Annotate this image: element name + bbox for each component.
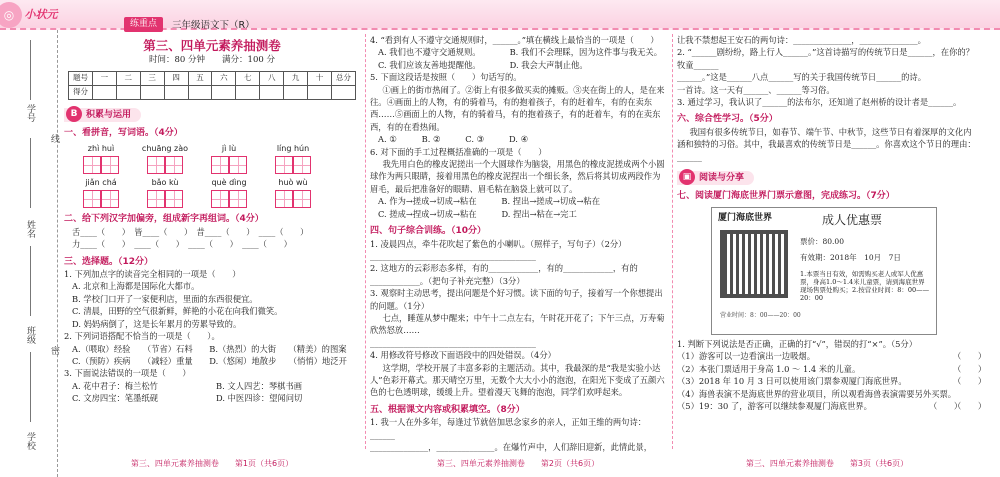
score-cell[interactable] bbox=[331, 85, 355, 99]
option[interactable]: C. 搓成→捏成→切成→粘在 D. 捏出→粘在→完工 bbox=[378, 208, 577, 219]
line-marker: 线 bbox=[49, 134, 59, 143]
score-cell[interactable] bbox=[164, 85, 188, 99]
score-cell[interactable] bbox=[116, 85, 140, 99]
fill-line[interactable]: 2. “______剧纷纷，路上行人______。”这首诗描写的传统节日是______，在你的？牧童______ bbox=[677, 47, 974, 70]
question-4-heading: 四、句子综合训练。（10分） bbox=[370, 226, 487, 237]
option[interactable]: A. 花中君子：梅兰松竹 bbox=[72, 380, 158, 391]
pinyin-item: chuāng zào bbox=[140, 143, 190, 174]
school-label: 学校 bbox=[25, 432, 35, 450]
radical-row[interactable]: 力____（ ） ____（ ） ____（ ） ____（ ） bbox=[72, 239, 292, 250]
score-input-row: 得分 bbox=[69, 85, 356, 99]
option[interactable]: C. 文房四宝：笔墨纸砚 bbox=[72, 393, 158, 404]
page-2 bbox=[370, 34, 666, 453]
judge-item: （2）本张门票适用于身高 1.0 ～ 1.4 米的儿童。 （ ） bbox=[677, 363, 987, 374]
score-table bbox=[68, 71, 356, 100]
option[interactable]: C. 清晨，田野的空气很新鲜，鲜艳的小花在向我们微笑。 bbox=[72, 306, 283, 317]
answer-paren[interactable]: （ ） bbox=[953, 363, 987, 374]
question-text: 3. 下面说法错误的一项是（ ） bbox=[64, 368, 191, 379]
writing-grid[interactable] bbox=[204, 156, 254, 174]
page-divider bbox=[672, 34, 673, 449]
judge-item: （4）海兽表演不是海底世界的营业项目，所以观看海兽表演需要另外买票。 （ ） bbox=[677, 388, 987, 411]
pinyin-item: jì lù bbox=[204, 143, 254, 174]
score-cell[interactable] bbox=[284, 85, 308, 99]
answer-paren[interactable]: （ ） bbox=[929, 400, 963, 411]
score-header-row: 题号 一 二 三 四 五 六 七 八 九 十 总分 bbox=[69, 71, 356, 85]
ticket-image bbox=[711, 207, 937, 335]
pinyin-row-2 bbox=[64, 177, 360, 208]
page-footer: 第三、四单元素养抽测卷 第1页（共6页） bbox=[130, 459, 294, 468]
answer-paren[interactable]: （ ） bbox=[953, 400, 987, 411]
question-text: 5. 下面这段话是按照（ ）句话写的。 bbox=[370, 72, 522, 83]
answer-line[interactable]: ________________________________________ bbox=[370, 337, 536, 348]
score-cell[interactable] bbox=[212, 85, 236, 99]
question-text: 6. 对下面的手工过程概括准确的一项是（ ） bbox=[370, 146, 547, 157]
binding-line bbox=[30, 40, 31, 100]
ticket-title: 成人优惠票 bbox=[822, 212, 883, 227]
pinyin-item: què dìng bbox=[204, 177, 254, 208]
ticket-hours: 营业时间：8：00——20：00 bbox=[720, 311, 801, 319]
score-cell[interactable] bbox=[260, 85, 284, 99]
section-b-icon: B bbox=[66, 106, 82, 122]
question-text: 4. “看到有人不遵守交通规则时，______。”填在横线上最恰当的一项是（ ） bbox=[370, 35, 659, 45]
question-5-heading: 五、根据课文内容或积累填空。（8分） bbox=[370, 404, 525, 415]
binding-line bbox=[30, 246, 31, 316]
question-text[interactable]: ______________，______________。在爆竹声中，人们辞旧迎新，此情此景， bbox=[370, 442, 653, 452]
brand-logo: ◎ 小状元 bbox=[4, 2, 64, 28]
option[interactable]: A. ① B. ② C. ③ D. ④ bbox=[378, 134, 529, 145]
binding-strip bbox=[0, 30, 58, 477]
logo-emblem-icon: ◎ bbox=[0, 2, 22, 28]
page-title: 第三、四单元素养抽测卷 bbox=[143, 38, 281, 53]
writing-grid[interactable] bbox=[204, 190, 254, 208]
writing-grid[interactable] bbox=[268, 156, 318, 174]
section-reading: ▣ 阅读与分享 bbox=[677, 171, 754, 185]
header-band bbox=[0, 0, 1000, 30]
qr-code-icon bbox=[720, 230, 788, 298]
page-footer: 第三、四单元素养抽测卷 第3页（共6页） bbox=[745, 459, 909, 468]
option[interactable]: A.（喂取）经验 （节省）石料 B.（热烈）的大街 （精美）的图案 bbox=[72, 343, 347, 354]
pinyin-row-1 bbox=[64, 143, 360, 174]
passage: 这学期，学校开展了丰富多彩的主题活动。其中，我最深的是“我是实验小达人”色彩开幕式。那天晴空万里，无数个大大小小的泡泡，在阳光下变成了五颜六色的七色透明球，缓缓上升。望着漫天飞舞的泡泡，同学们欢呼起来。 bbox=[370, 362, 665, 398]
ticket-brand: 厦门海底世界 bbox=[718, 212, 773, 223]
radical-row[interactable]: 舌____（ ） 皆____（ ） 昔____（ ） ____（ ） bbox=[72, 226, 309, 237]
score-cell[interactable] bbox=[188, 85, 212, 99]
question-text: 4. 用修改符号修改下面语段中的四处错误。（4分） bbox=[370, 350, 556, 361]
option[interactable]: D. 妈妈病倒了，这是长年累月的劳累导致的。 bbox=[72, 318, 242, 329]
option[interactable]: C.（预防）疾病 （减轻）重量 D.（悠闲）地散步 （悄悄）地泛开 bbox=[72, 355, 347, 366]
question-1-heading: 一、看拼音，写词语。（4分） bbox=[64, 128, 183, 139]
writing-grid[interactable] bbox=[140, 190, 190, 208]
passage: 七点，睡莲从梦中醒来；中午十二点左右，午时花开花了；下午三点，万寿菊欣然怒放…… bbox=[370, 312, 665, 336]
question-7-heading: 七、阅读厦门海底世界门票示意图，完成练习。（7分） bbox=[677, 191, 895, 202]
question-2-heading: 二、给下列汉字加偏旁，组成新字再组词。（4分） bbox=[64, 214, 264, 225]
option[interactable]: B. 文人四艺：琴棋书画 bbox=[216, 380, 303, 391]
passage[interactable]: 我国有很多传统节日，如春节、端午节、中秋节，这些节日有着深厚的文化内涵和独特的习俗。其中，我最喜欢的传统节日是______。你喜欢这个节日的理由：______ bbox=[677, 126, 976, 162]
pinyin-item: huò wù bbox=[268, 177, 318, 208]
score-cell[interactable] bbox=[92, 85, 116, 99]
option-row bbox=[64, 392, 360, 404]
option[interactable]: D. 中医四诊：望闻问切 bbox=[216, 393, 303, 404]
answer-paren[interactable]: （ ） bbox=[953, 376, 987, 387]
judge-item: （3）2018 年 10 月 3 日可以使用该门票参观厦门海底世界。 （ ） bbox=[677, 376, 987, 387]
option[interactable]: B. 学校门口开了一家便利店，里面的东西很便宜。 bbox=[72, 293, 258, 304]
passage: ①画上的街市热闹了。②街上有很多做买卖的摊贩。③夹在街上的人，是在来往。④画面上的人物，有的骑着马，有的抱着孩子，有的赶着车，有的在卖东西……⑤画面上的人物，有的骑着马，有的抱着孩子，有的赶着车，有的在卖东西，有的在看热闹。 bbox=[370, 84, 665, 132]
answer-line[interactable]: ________________________________________ bbox=[370, 250, 536, 261]
question-text: 1. 凌晨四点，牵牛花吹起了紫色的小喇叭。（照样子，写句子）（2分） bbox=[370, 238, 627, 249]
seal-marker: 密 bbox=[49, 346, 59, 355]
option[interactable]: A. 我们也不遵守交通规则。 B. 我们不会理睬，因为这件事与我无关。 bbox=[378, 47, 662, 58]
question-text: 1. 判断下列说法是否正确，正确的打“√”，错误的打“×”。（5分） bbox=[677, 338, 918, 349]
option-row bbox=[64, 380, 360, 392]
pinyin-item: bǎo kù bbox=[140, 177, 190, 208]
page-1 bbox=[64, 34, 360, 405]
question-3-heading: 三、选择题。（12分） bbox=[64, 256, 154, 267]
pinyin-item: líng hún bbox=[268, 143, 318, 174]
name-label: 姓名 bbox=[25, 220, 35, 238]
fill-line[interactable]: 3. 通过学习，我认识了______的法布尔，还知道了赵州桥的设计者是______。 bbox=[677, 97, 962, 108]
writing-grid[interactable] bbox=[268, 190, 318, 208]
score-cell[interactable] bbox=[140, 85, 164, 99]
binding-line bbox=[30, 352, 31, 422]
student-id-label: 学号 bbox=[25, 104, 35, 122]
page-footer: 第三、四单元素养抽测卷 第2页（共6页） bbox=[436, 459, 600, 468]
question-text: 1. 下列加点字的读音完全相同的一项是（ ） bbox=[64, 269, 241, 280]
option[interactable]: C. 我们应该友善地提醒他。 D. 我会大声制止他。 bbox=[378, 59, 588, 70]
question-text: 3. 观察时主动思考，提出问题是个好习惯。读下面的句子，接着写一个你想提出的问题。（1分） bbox=[370, 288, 663, 311]
pinyin-item: zhì huì bbox=[76, 143, 126, 174]
question-text[interactable]: 2. 这地方的云彩形态多样，有的____________，有的____________，有的____________。（把句子补充完整）（3分） bbox=[370, 263, 638, 286]
ticket-price: 票价：80.00 bbox=[800, 236, 844, 246]
exam-meta: 时间：80 分钟 满分：100 分 bbox=[149, 55, 275, 66]
ticket-rules: 1.本票当日有效，如需购买老人或军人优惠票，身高1.0～1.4米儿童票，请到海底世界现场售票处购买；2.按营业时间：8：00——20：00 bbox=[800, 269, 930, 302]
binding-line bbox=[30, 138, 31, 208]
fill-line[interactable]: ______。”这是______八点______写的关于我国传统节日______的诗。 bbox=[677, 72, 926, 83]
class-label: 班级 bbox=[25, 326, 35, 344]
section-badge: 练重点 bbox=[124, 17, 163, 32]
page-3 bbox=[677, 34, 987, 412]
question-text[interactable]: 1. 我一人在外多年，每逢过节就倍加思念家乡的亲人，正如王维的两句诗：______ bbox=[370, 417, 647, 440]
question-text: 2. 下列词语搭配不恰当的一项是（ ）。 bbox=[64, 331, 220, 342]
judge-item: （5）19：30 了，游客可以继续参观厦门海底世界。 （ ） bbox=[677, 400, 963, 411]
section-accumulation: B 积累与运用 bbox=[64, 108, 141, 122]
answer-paren[interactable]: （ ） bbox=[953, 351, 987, 362]
page-divider bbox=[365, 34, 366, 449]
fill-line[interactable]: 让我不禁想起王安石的两句诗：______________，______________。 bbox=[677, 35, 926, 45]
question-6-heading: 六、综合性学习。（5分） bbox=[677, 114, 778, 125]
grade-label: 三年级语文下（R） bbox=[172, 20, 255, 31]
fill-line[interactable]: 一首诗。这一天有______、______等习俗。 bbox=[677, 84, 835, 95]
score-cell[interactable] bbox=[308, 85, 332, 99]
option[interactable]: A. 作为→搓成→切成→粘在 B. 捏出→搓成→切成→粘在 bbox=[378, 196, 600, 207]
writing-grid[interactable] bbox=[76, 190, 126, 208]
option[interactable]: A. 北京和上海都是国际化大都市。 bbox=[72, 281, 200, 292]
judge-item: （1）游客可以一边看演出一边吸烟。 （ ） bbox=[677, 351, 987, 362]
writing-grid[interactable] bbox=[140, 156, 190, 174]
pinyin-item: jiǎn chá bbox=[76, 177, 126, 208]
section-reading-icon: ▣ bbox=[679, 169, 695, 185]
ticket-valid-date: 有效期：2018年 10月 7日 bbox=[800, 252, 901, 262]
writing-grid[interactable] bbox=[76, 156, 126, 174]
passage: 我先用白色的橡皮泥搓出一个大圆球作为脑袋，用黑色的橡皮泥搓成两个小圆球作为两只眼睛，接着用黑色的橡皮泥捏出一个细长条，然后将其切成两段作为眉毛，最后把准备好的眼睛、眉毛粘在脑袋上就可以了。 bbox=[370, 159, 665, 194]
score-cell[interactable] bbox=[236, 85, 260, 99]
